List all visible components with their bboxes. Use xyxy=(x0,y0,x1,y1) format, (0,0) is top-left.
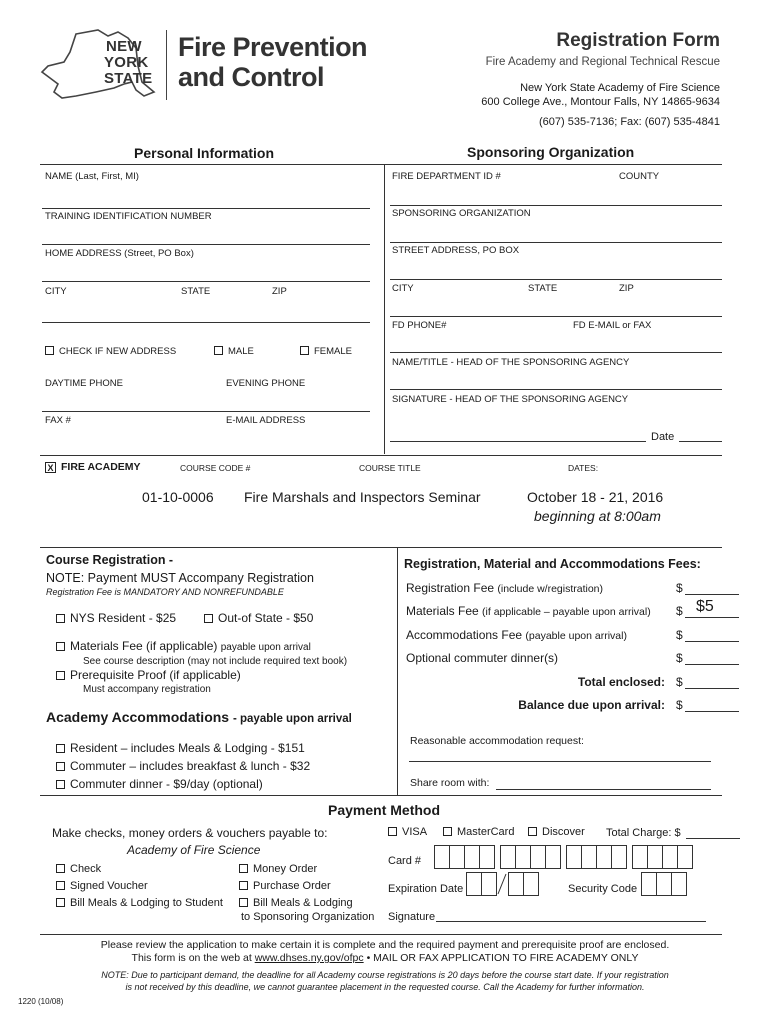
registration-fee-field[interactable] xyxy=(685,594,739,595)
payment-method-heading: Payment Method xyxy=(328,802,441,818)
registration-fee-note: (include w/registration) xyxy=(497,583,604,595)
state-name-line-1: NEW xyxy=(106,38,142,55)
fd-phone-label: FD PHONE# xyxy=(392,320,447,331)
checkbox-icon xyxy=(443,827,452,836)
registration-fee-dollar: $ xyxy=(676,581,683,595)
card-group-2 xyxy=(500,845,560,869)
city-label: CITY xyxy=(45,286,67,297)
state-name-line-2: YORK xyxy=(104,54,149,71)
checkbox-icon xyxy=(45,346,54,355)
commuter-dinner-label: Commuter dinner - $9/day (optional) xyxy=(70,777,263,791)
checkbox-icon xyxy=(300,346,309,355)
expiration-label: Expiration Date xyxy=(388,883,464,895)
checkbox-icon xyxy=(204,614,213,623)
bill-student-checkbox[interactable] xyxy=(56,897,223,909)
signed-voucher-label: Signed Voucher xyxy=(70,880,148,892)
head-signature-label: SIGNATURE - HEAD OF THE SPONSORING AGENCY xyxy=(392,394,629,405)
accommodations-fee-field[interactable] xyxy=(685,641,739,642)
checkbox-icon xyxy=(214,346,223,355)
discover-checkbox[interactable] xyxy=(528,826,585,838)
daytime-phone-label: DAYTIME PHONE xyxy=(45,378,123,389)
balance-due-field[interactable] xyxy=(685,711,739,712)
sponsor-zip-label: ZIP xyxy=(619,283,634,294)
card-number-boxes[interactable] xyxy=(434,845,698,869)
training-id-label: TRAINING IDENTIFICATION NUMBER xyxy=(45,211,212,222)
accommodations-fee-note: (payable upon arrival) xyxy=(525,630,627,642)
out-of-state-checkbox[interactable] xyxy=(204,611,313,625)
check-label: Check xyxy=(70,863,102,875)
payment-top-rule xyxy=(40,795,722,796)
security-code-boxes[interactable] xyxy=(641,872,686,896)
agency-name-line-1: Fire Prevention xyxy=(178,32,368,62)
balance-due-label: Balance due upon arrival: xyxy=(518,698,665,712)
nys-resident-checkbox[interactable] xyxy=(56,611,176,625)
purchase-order-checkbox[interactable] xyxy=(239,880,331,892)
total-enclosed-label: Total enclosed: xyxy=(577,675,665,689)
prereq-label: Prerequisite Proof (if applicable) xyxy=(70,668,241,682)
payment-note: NOTE: Payment MUST Accompany Registration xyxy=(46,571,314,585)
head-name-field[interactable] xyxy=(390,389,722,390)
registration-top-rule xyxy=(40,547,722,548)
signature-field[interactable] xyxy=(436,921,706,922)
signed-voucher-checkbox[interactable] xyxy=(56,880,148,892)
checkbox-icon xyxy=(239,881,248,890)
sponsoring-org-field[interactable] xyxy=(390,242,722,243)
male-label: MALE xyxy=(228,346,254,357)
checkbox-icon xyxy=(56,898,65,907)
evening-phone-label: EVENING PHONE xyxy=(226,378,306,389)
visa-checkbox[interactable] xyxy=(388,826,427,838)
total-charge-label: Total Charge: $ xyxy=(606,827,681,839)
phone-field[interactable] xyxy=(42,411,370,412)
female-checkbox[interactable] xyxy=(300,346,352,357)
fee-note: Registration Fee is MANDATORY AND NONREFUNDABLE xyxy=(46,587,284,597)
footer-top-rule xyxy=(40,934,722,935)
money-order-label: Money Order xyxy=(253,863,318,875)
registration-column-divider xyxy=(397,547,398,795)
bill-org-label: Bill Meals & Lodging xyxy=(253,897,353,909)
checkbox-icon xyxy=(56,780,65,789)
fd-id-label: FIRE DEPARTMENT ID # xyxy=(392,171,501,182)
materials-fee-field xyxy=(685,617,739,618)
web-note xyxy=(0,952,770,964)
sponsor-city-field[interactable] xyxy=(390,316,722,317)
fire-academy-label: FIRE ACADEMY xyxy=(61,461,141,473)
logo-divider xyxy=(166,30,167,100)
fd-id-field[interactable] xyxy=(390,205,722,206)
fax-label: FAX # xyxy=(45,415,71,426)
course-code-value: 01-10-0006 xyxy=(142,489,214,505)
prereq-note: Must accompany registration xyxy=(83,684,211,695)
checkbox-icon xyxy=(56,642,65,651)
checkbox-icon xyxy=(56,614,65,623)
bill-student-label: Bill Meals & Lodging to Student xyxy=(70,897,223,909)
academy-address: 600 College Ave., Montour Falls, NY 14865-9634 xyxy=(481,96,720,108)
expiration-boxes[interactable] xyxy=(466,872,538,901)
discover-label: Discover xyxy=(542,826,585,838)
web-prefix: This form is on the web at xyxy=(131,952,252,964)
section-top-rule xyxy=(40,164,722,165)
security-code-label: Security Code xyxy=(568,883,638,895)
accommodation-request-label: Reasonable accommodation request: xyxy=(410,735,584,747)
materials-fee-row-label: Materials Fee xyxy=(406,604,479,618)
checkbox-icon xyxy=(528,827,537,836)
checkbox-icon xyxy=(56,744,65,753)
accommodations-fee-dollar: $ xyxy=(676,628,683,642)
form-title: Registration Form xyxy=(556,30,720,51)
accommodations-title: Academy Accommodations xyxy=(46,709,230,725)
checkbox-icon xyxy=(56,671,65,680)
form-number: 1220 (10/08) xyxy=(18,997,64,1006)
total-enclosed-field[interactable] xyxy=(685,688,739,689)
course-top-rule xyxy=(40,455,722,456)
registration-fee-row xyxy=(406,581,603,595)
mastercard-label: MasterCard xyxy=(457,826,515,838)
checkbox-icon xyxy=(388,827,397,836)
fd-phone-field[interactable] xyxy=(390,352,722,353)
commuter-dinner-checkbox[interactable] xyxy=(56,777,263,791)
academy-name: New York State Academy of Fire Science xyxy=(520,82,720,94)
section-column-divider xyxy=(384,164,385,454)
name-label: NAME (Last, First, MI) xyxy=(45,171,139,182)
male-checkbox[interactable] xyxy=(214,346,254,357)
city-state-zip-field[interactable] xyxy=(42,322,370,323)
bill-org-checkbox[interactable] xyxy=(239,897,353,909)
commuter-dinner-fee-label: Optional commuter dinner(s) xyxy=(406,651,559,665)
mastercard-checkbox[interactable] xyxy=(443,826,514,838)
share-room-field[interactable] xyxy=(496,789,711,790)
fd-email-label: FD E-MAIL or FAX xyxy=(573,320,652,331)
female-label: FEMALE xyxy=(314,346,353,357)
web-link[interactable]: www.dhses.ny.gov/ofpc xyxy=(254,952,364,964)
deadline-note-1: NOTE: Due to participant demand, the deadline for all Academy course registrations is 20 days before the course start date. If your registration xyxy=(101,970,669,980)
course-title-value: Fire Marshals and Inspectors Seminar xyxy=(244,489,481,505)
materials-fee-row xyxy=(406,604,651,618)
review-note: Please review the application to make certain it is complete and the required payment and prerequisite proof are enclosed. xyxy=(100,939,670,951)
sponsor-street-field[interactable] xyxy=(390,279,722,280)
form-subtitle: Fire Academy and Regional Technical Rescue xyxy=(485,56,720,68)
share-room-label: Share room with: xyxy=(410,777,490,789)
fire-academy-checkbox[interactable] xyxy=(45,461,141,473)
visa-label: VISA xyxy=(402,826,428,838)
commuter-dinner-fee-field[interactable] xyxy=(685,664,739,665)
accommodations-suffix: - payable upon arrival xyxy=(232,713,352,725)
new-address-checkbox[interactable] xyxy=(45,346,176,357)
checkbox-icon xyxy=(56,881,65,890)
home-address-field[interactable] xyxy=(42,281,370,282)
training-id-field[interactable] xyxy=(42,244,370,245)
email-label: E-MAIL ADDRESS xyxy=(226,415,306,426)
checkbox-icon xyxy=(56,762,65,771)
materials-fee-label: Materials Fee (if applicable) xyxy=(70,639,218,653)
money-order-checkbox[interactable] xyxy=(239,863,317,875)
bill-org-label-2: to Sponsoring Organization xyxy=(241,911,375,923)
accommodations-fee-label: Accommodations Fee xyxy=(406,628,523,642)
course-code-header: COURSE CODE # xyxy=(180,463,251,473)
course-time-value: beginning at 8:00am xyxy=(534,508,661,524)
signature-label: Signature xyxy=(388,911,436,923)
dates-header: DATES: xyxy=(568,463,599,473)
sponsoring-org-label: SPONSORING ORGANIZATION xyxy=(392,208,531,219)
total-charge-field[interactable] xyxy=(686,838,740,839)
card-group-4 xyxy=(632,845,692,869)
head-name-label: NAME/TITLE - HEAD OF THE SPONSORING AGENCY xyxy=(392,357,630,368)
materials-fee-checkbox[interactable] xyxy=(56,639,311,653)
card-number-label: Card # xyxy=(388,855,422,867)
slash-separator xyxy=(496,872,508,901)
check-checkbox[interactable] xyxy=(56,863,101,875)
materials-fee-value[interactable]: $5 xyxy=(696,598,714,615)
course-registration-heading: Course Registration - xyxy=(46,553,174,567)
home-address-label: HOME ADDRESS (Street, PO Box) xyxy=(45,248,194,259)
accommodation-request-field[interactable] xyxy=(409,761,711,762)
resident-label: Resident – includes Meals & Lodging - $151 xyxy=(70,741,305,755)
materials-note: See course description (may not include required text book) xyxy=(83,656,348,667)
total-enclosed-dollar: $ xyxy=(676,675,683,689)
balance-due-dollar: $ xyxy=(676,698,683,712)
date-field[interactable] xyxy=(679,441,722,442)
county-label: COUNTY xyxy=(619,171,660,182)
head-signature-field[interactable] xyxy=(390,441,646,442)
fees-heading: Registration, Material and Accommodations Fees: xyxy=(404,557,701,571)
materials-fee-suffix: payable upon arrival xyxy=(220,642,311,653)
name-field[interactable] xyxy=(42,208,370,209)
academy-phone: (607) 535-7136; Fax: (607) 535-4841 xyxy=(538,116,720,128)
payee-name: Academy of Fire Science xyxy=(127,843,261,857)
checkbox-icon xyxy=(56,864,65,873)
commuter-checkbox[interactable] xyxy=(56,759,310,773)
zip-label: ZIP xyxy=(272,286,287,297)
date-label: Date xyxy=(651,431,675,443)
materials-fee-row-note: (if applicable – payable upon arrival) xyxy=(482,606,651,618)
payable-to-label: Make checks, money orders & vouchers payable to: xyxy=(52,826,328,840)
state-name-line-3: STATE xyxy=(104,70,153,87)
checkbox-icon xyxy=(239,898,248,907)
agency-name-line-2: and Control xyxy=(178,62,324,92)
checkbox-icon xyxy=(239,864,248,873)
sponsor-city-label: CITY xyxy=(392,283,414,294)
accommodations-fee-row xyxy=(406,628,627,642)
nys-resident-label: NYS Resident - $25 xyxy=(70,611,177,625)
purchase-order-label: Purchase Order xyxy=(253,880,331,892)
state-label: STATE xyxy=(181,286,211,297)
course-dates-value: October 18 - 21, 2016 xyxy=(527,489,664,505)
sponsor-heading: Sponsoring Organization xyxy=(467,144,635,160)
materials-fee-dollar: $ xyxy=(676,604,683,618)
registration-fee-label: Registration Fee xyxy=(406,581,495,595)
out-of-state-label: Out-of State - $50 xyxy=(218,611,314,625)
sponsor-street-label: STREET ADDRESS, PO BOX xyxy=(392,245,520,256)
prereq-checkbox[interactable] xyxy=(56,668,241,682)
new-address-label: CHECK IF NEW ADDRESS xyxy=(59,346,177,357)
deadline-note-2: is not received by this deadline, we cannot guarantee placement in the requested course. Call the Academy for further information. xyxy=(125,982,645,992)
card-group-1 xyxy=(434,845,494,869)
commuter-label: Commuter – includes breakfast & lunch - $32 xyxy=(70,759,311,773)
course-title-header: COURSE TITLE xyxy=(359,463,421,473)
personal-info-heading: Personal Information xyxy=(134,145,275,161)
checked-box-icon: X xyxy=(45,462,56,473)
card-group-3 xyxy=(566,845,626,869)
commuter-dinner-dollar: $ xyxy=(676,651,683,665)
sponsor-state-label: STATE xyxy=(528,283,558,294)
resident-checkbox[interactable] xyxy=(56,741,305,755)
accommodations-heading xyxy=(46,709,352,725)
web-suffix: • MAIL OR FAX APPLICATION TO FIRE ACADEMY ONLY xyxy=(366,952,639,964)
